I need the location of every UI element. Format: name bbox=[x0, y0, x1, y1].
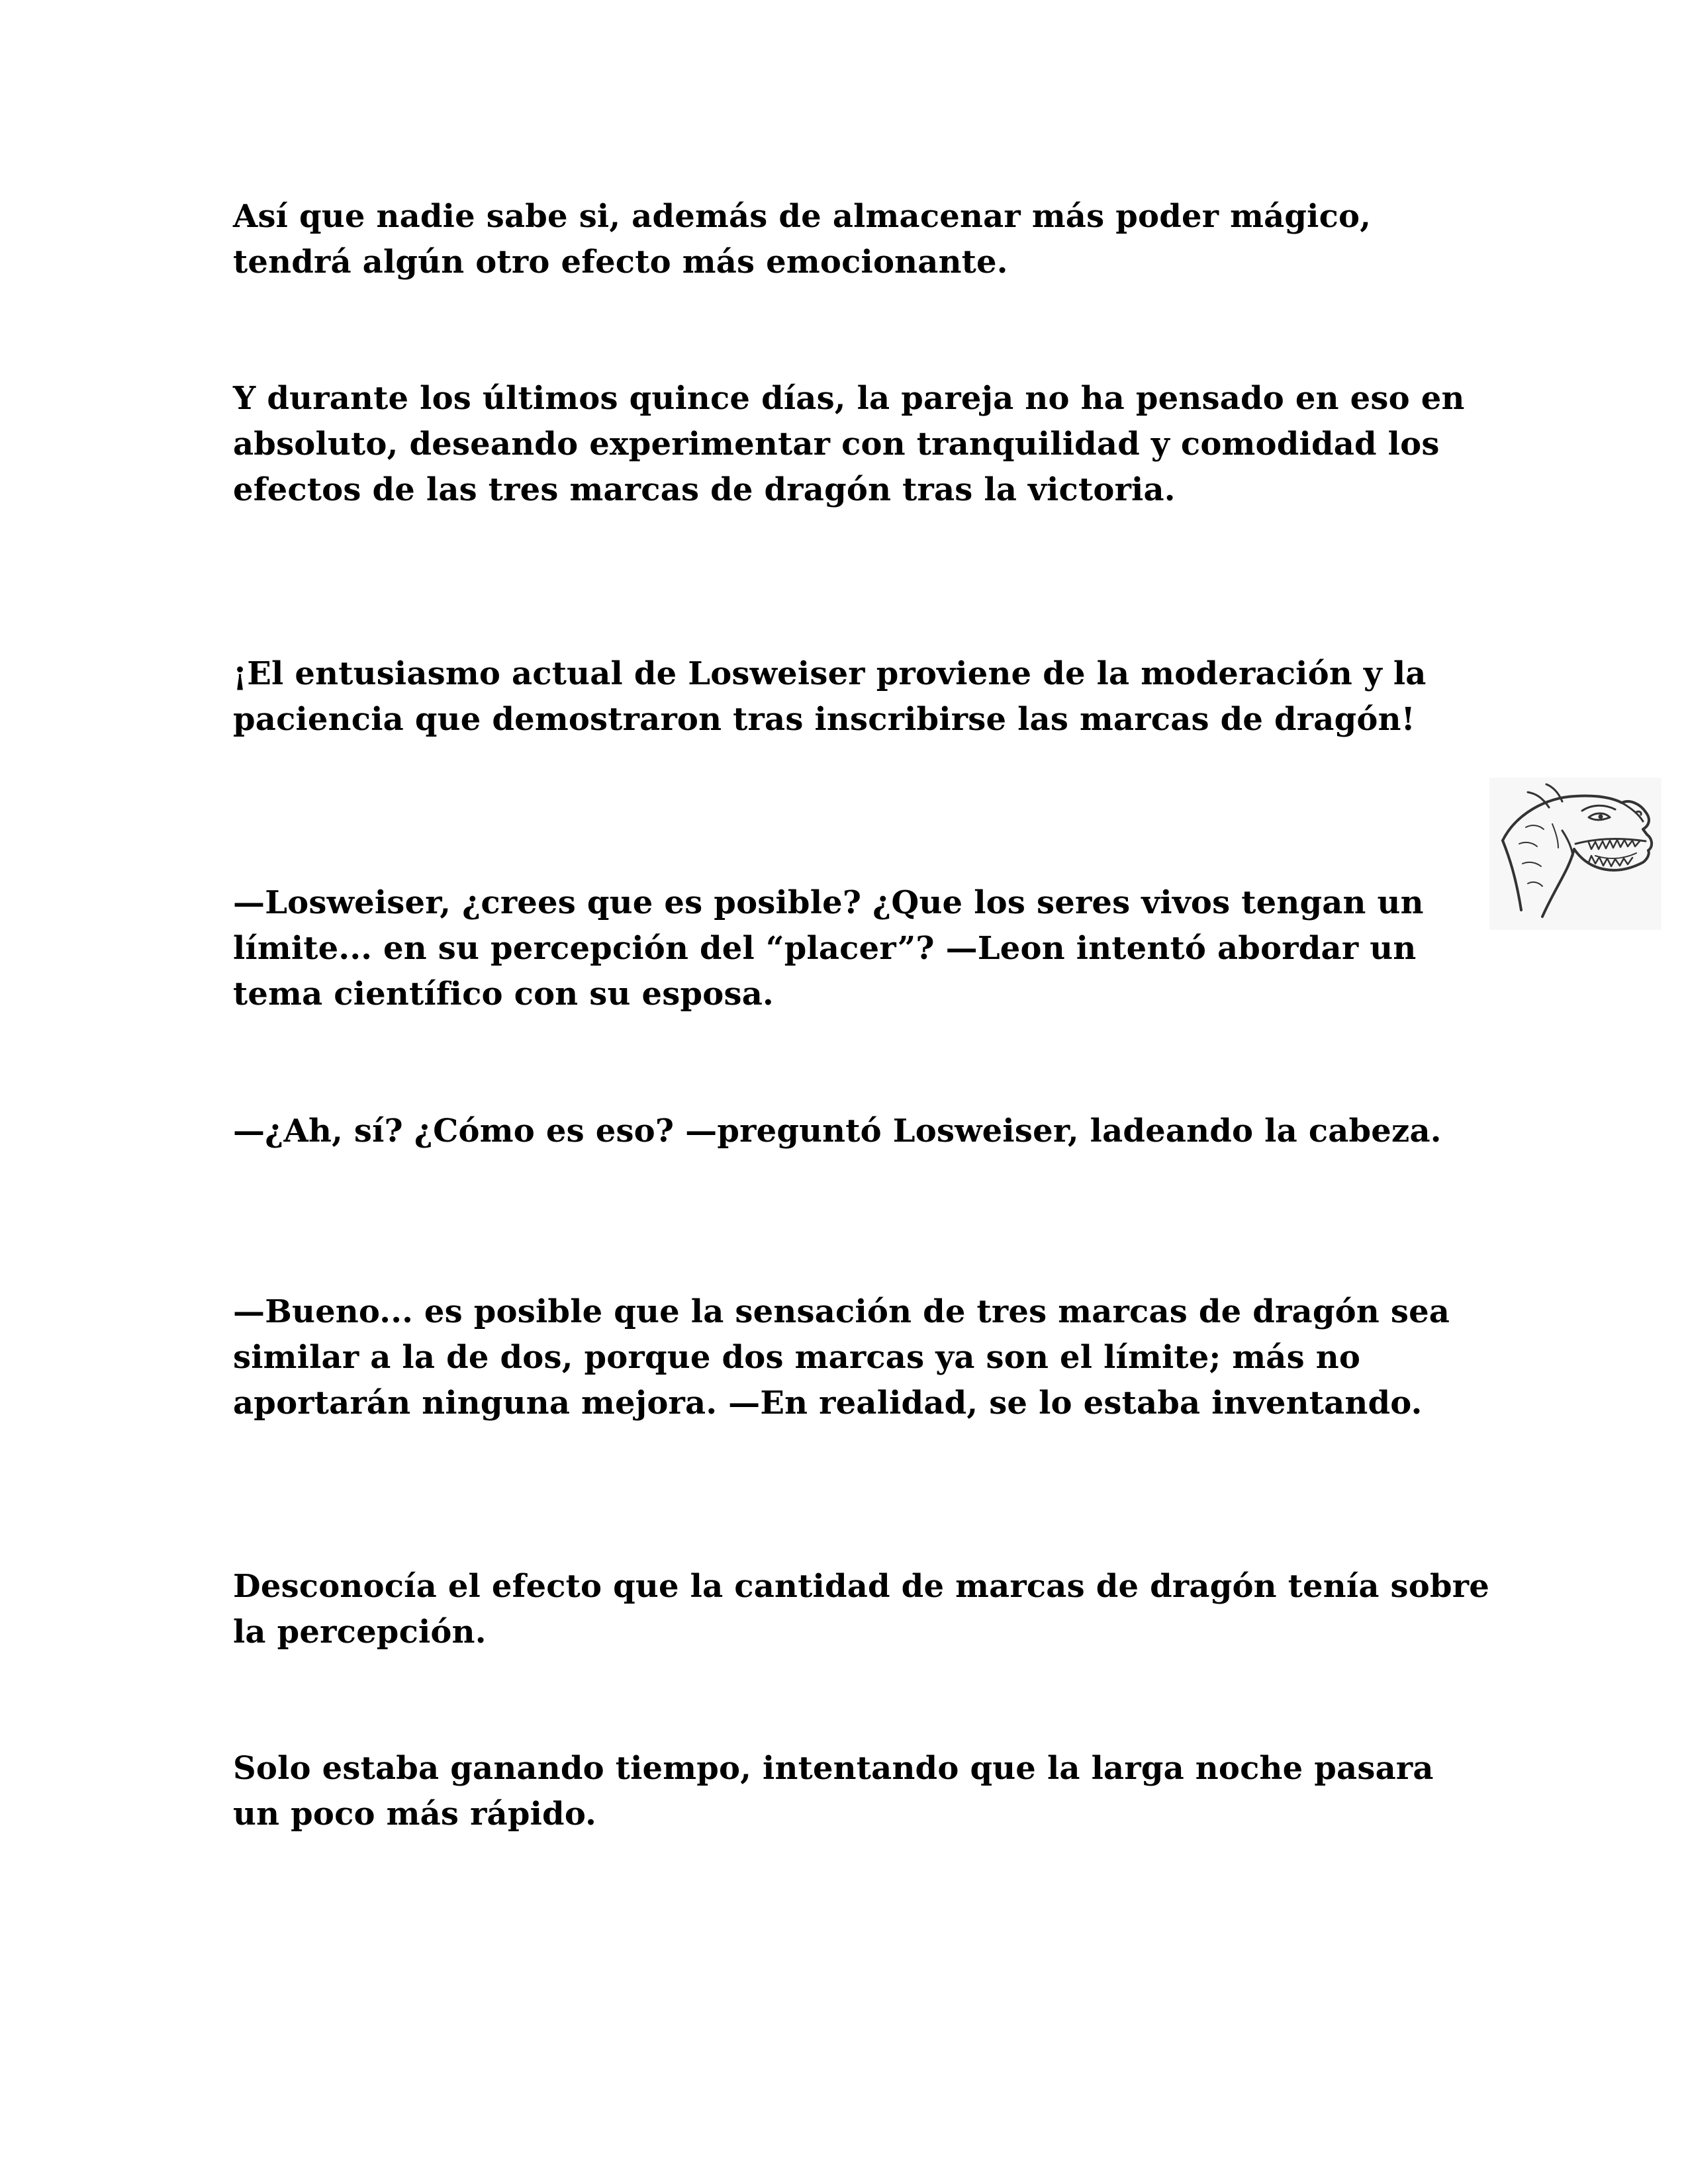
paragraph-1: Así que nadie sabe si, además de almacenar más poder mágico, tendrá algún otro efecto más emocionante. bbox=[233, 198, 1372, 281]
paragraph-3: ¡El entusiasmo actual de Losweiser proviene de la moderación y la paciencia que demostraron tras inscribirse las marcas de dragón! bbox=[233, 655, 1427, 738]
paragraph-7: Desconocía el efecto que la cantidad de marcas de dragón tenía sobre la percepción. bbox=[233, 1568, 1489, 1651]
paragraph-4: —Losweiser, ¿crees que es posible? ¿Que los seres vivos tengan un límite... en su percepción del “placer”? —Leon intentó abordar un tema científico con su esposa. bbox=[233, 884, 1424, 1013]
paragraph-6: —Bueno... es posible que la sensación de tres marcas de dragón sea similar a la de dos, porque dos marcas ya son el límite; más no aportarán ninguna mejora. —En realidad, se lo estaba inventando. bbox=[233, 1293, 1450, 1422]
paragraph-2: Y durante los últimos quince días, la pareja no ha pensado en eso en absoluto, deseando experimentar con tranquilidad y comodidad los efectos de las tres marcas de dragón tras la victoria. bbox=[233, 380, 1465, 508]
paragraph-5: —¿Ah, sí? ¿Cómo es eso? —preguntó Losweiser, ladeando la cabeza. bbox=[233, 1113, 1442, 1150]
dragon-head-sketch-icon bbox=[1489, 778, 1662, 930]
paragraph-8: Solo estaba ganando tiempo, intentando que la larga noche pasara un poco más rápido. bbox=[233, 1750, 1434, 1833]
